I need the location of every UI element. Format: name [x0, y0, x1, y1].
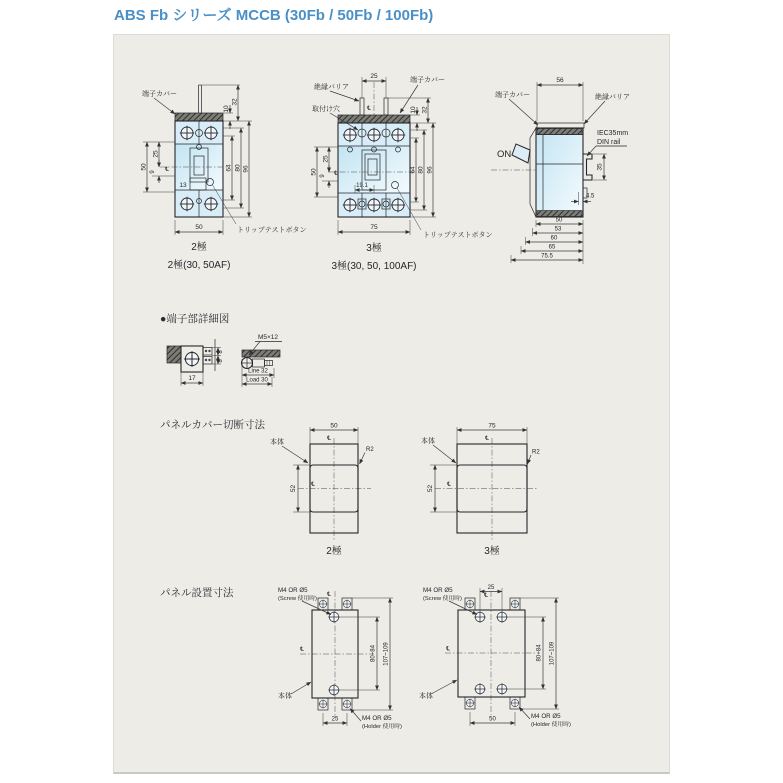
dim-107-109: 107~109	[549, 641, 556, 666]
dim-height-52: 52	[427, 484, 434, 493]
breaker-side-outline	[491, 123, 592, 217]
dim-load-30: Load 30	[246, 377, 268, 384]
dim-25-top: 25	[370, 73, 378, 80]
label-trip-test-button: トリップテストボタン	[237, 227, 307, 234]
dim-9: 9	[320, 174, 326, 178]
centerline-symbol: ℄	[485, 436, 489, 442]
dim-75-5: 75.5	[541, 253, 553, 260]
drawing-terminal-detail	[155, 326, 315, 408]
centerline-symbol: ℄	[334, 171, 338, 177]
dim-8b: 8	[218, 359, 224, 363]
dim-64: 64	[225, 164, 233, 172]
dim-60: 60	[550, 235, 558, 242]
dim-50: 50	[555, 217, 563, 224]
molding-hatch	[242, 350, 280, 357]
drawing-side-view	[485, 68, 670, 303]
dim-9: 9	[150, 170, 156, 174]
mount-screw-icon	[466, 699, 475, 708]
drawing-cutout-3pole	[420, 420, 570, 560]
label-r2: R2	[532, 449, 540, 456]
label-trip-test-button: トリップテストボタン	[423, 232, 493, 239]
label-holder-note: (Holder 使用時)	[531, 722, 571, 728]
subcaption-3pole: 3極(30, 50, 100AF)	[331, 261, 417, 272]
mount-screw-icon	[496, 683, 508, 695]
drawing-cutout-2pole	[268, 420, 413, 560]
din-rail-bracket	[583, 154, 592, 180]
terminal-cover-hatch	[537, 211, 582, 217]
label-din-rail: DIN rail	[597, 139, 621, 146]
dim-80: 80	[234, 164, 242, 172]
mount-screw-icon	[511, 699, 520, 708]
centerline-symbol: ℄	[446, 646, 450, 653]
dim-width-50: 50	[330, 422, 338, 430]
centerline-symbol: ℄	[327, 592, 331, 598]
label-r2: R2	[366, 447, 374, 453]
dim-25: 25	[152, 150, 160, 158]
label-body: 本体	[270, 439, 284, 446]
label-body: 本体	[278, 693, 292, 700]
dim-17: 17	[188, 375, 196, 382]
mount-screw-icon	[319, 700, 328, 709]
label-terminal-cover: 端子カバー	[142, 91, 177, 98]
drawing-front-3pole	[310, 62, 505, 304]
dim-width-75: 75	[488, 422, 496, 430]
drawing-mount-3pole	[415, 583, 580, 753]
label-screw-spec-bottom: M4 OR Ø5	[362, 715, 392, 722]
caption-2pole: 2極	[326, 546, 342, 557]
page-title: ABS Fb シリーズ MCCB (30Fb / 50Fb / 100Fb)	[114, 7, 434, 24]
label-on: ON	[497, 149, 512, 160]
label-terminal-cover: 端子カバー	[410, 77, 445, 84]
dim-19-1: 19.1	[356, 183, 368, 189]
caption-3pole: 3極	[366, 243, 382, 254]
mount-screw-icon	[466, 600, 475, 609]
breaker-handle	[512, 144, 530, 163]
label-screw-spec-bottom: M4 OR Ø5	[531, 713, 561, 720]
label-holder-note: (Holder 使用時)	[362, 724, 402, 730]
dimensions-cutout-3p	[430, 427, 531, 512]
drawing-mount-2pole	[262, 583, 412, 753]
dim-64: 64	[409, 166, 417, 174]
breaker-3p-outline	[328, 82, 421, 230]
dim-13: 13	[179, 182, 187, 189]
terminal-cover-hatch	[175, 113, 223, 121]
insulation-barrier-icon	[384, 98, 388, 115]
dim-line-32: Line 32	[248, 368, 268, 375]
dim-80: 80	[417, 166, 425, 174]
dim-75-bottom: 75	[370, 224, 378, 231]
centerline-symbol: ℄	[327, 436, 331, 442]
molding-hatch	[167, 346, 181, 363]
label-body: 本体	[421, 438, 435, 445]
dim-10: 10	[410, 106, 417, 114]
centerline-symbol: ℄	[367, 106, 371, 112]
section-title-terminal-detail: ●端子部詳細図	[160, 313, 230, 325]
label-iec35mm: IEC35mm	[597, 130, 629, 137]
section-title-panel-mount: パネル設置寸法	[160, 587, 234, 599]
caption-3pole: 3極	[484, 546, 500, 557]
centerline-symbol: ℄	[484, 593, 488, 599]
dim-50-left: 50	[310, 168, 318, 176]
label-body: 本体	[419, 693, 433, 700]
dim-25-left: 25	[322, 155, 330, 163]
dim-32: 32	[421, 106, 429, 114]
dim-35: 35	[596, 163, 604, 171]
label-insulation-barrier: 絶縁バリア	[314, 84, 349, 91]
label-screw-size: M5×12	[257, 334, 279, 341]
dim-50-left: 50	[140, 163, 148, 171]
dim-96: 96	[426, 166, 434, 174]
dim-50-bottom: 50	[195, 224, 203, 231]
dim-65: 65	[548, 244, 556, 251]
drawing-front-2pole	[140, 72, 320, 300]
dim-53: 53	[554, 226, 562, 233]
dim-107-109: 107~109	[383, 642, 390, 666]
dim-25-top: 25	[487, 585, 495, 591]
dimensions-cutout-2p	[282, 427, 365, 512]
mount-screw-icon	[511, 600, 520, 609]
mount-screw-icon	[343, 700, 352, 709]
dim-96: 96	[242, 165, 250, 173]
dim-56: 56	[556, 77, 564, 84]
dim-8a: 8	[218, 350, 224, 354]
dim-80-84: 80~84	[536, 644, 543, 662]
centerline-symbol: ℄	[311, 482, 315, 488]
mount-screw-icon	[343, 600, 352, 609]
label-screw-note: (Screw 使用時)	[423, 596, 462, 602]
subcaption-2pole: 2極(30, 50AF)	[167, 260, 231, 271]
mount-screw-icon	[474, 683, 486, 695]
dim-32: 32	[231, 98, 239, 106]
terminal-screw-icon	[184, 351, 200, 367]
mount-screw-icon	[496, 611, 508, 623]
dim-50-bottom: 50	[489, 716, 496, 723]
centerline-symbol: ℄	[165, 167, 169, 173]
dim-10: 10	[223, 105, 230, 113]
label-screw-spec-top: M4 OR Ø5	[278, 587, 308, 594]
centerline-symbol: ℄	[300, 647, 304, 653]
label-insulation-barrier: 絶縁バリア	[595, 94, 630, 101]
label-screw-spec-top: M4 OR Ø5	[423, 587, 453, 594]
label-screw-note: (Screw 使用時)	[278, 596, 317, 602]
centerline-symbol: ℄	[447, 482, 451, 488]
mount-screw-icon	[319, 600, 328, 609]
body-outline	[458, 610, 525, 697]
dim-height-52: 52	[290, 484, 297, 493]
dim-80-84: 80~84	[370, 645, 377, 662]
terminal-cover-hatch	[537, 129, 582, 135]
label-mounting-hole: 取付け穴	[312, 106, 340, 113]
insulation-barrier-icon	[360, 98, 364, 115]
caption-2pole: 2極	[191, 242, 207, 253]
dim-4-5: 4.5	[586, 193, 595, 200]
mount-screw-icon	[328, 684, 340, 696]
dim-25: 25	[331, 716, 339, 723]
mount-screw-icon	[474, 611, 486, 623]
section-title-panel-cutout: パネルカバー切断寸法	[160, 419, 265, 431]
label-terminal-cover: 端子カバー	[495, 92, 530, 99]
mount-screw-icon	[328, 611, 340, 623]
